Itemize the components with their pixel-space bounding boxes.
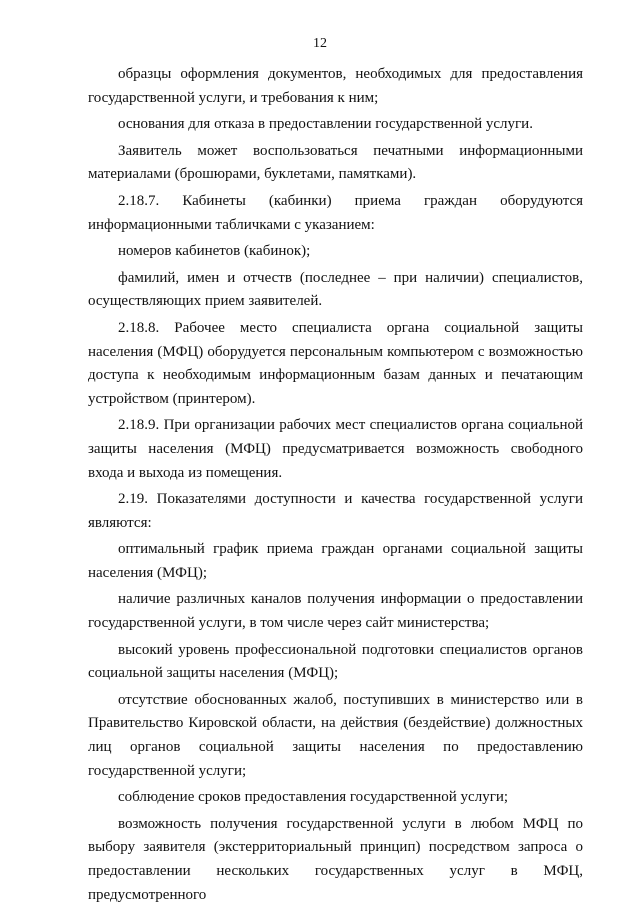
paragraph-refusal-grounds: основания для отказа в предоставлении государственной услуги. — [118, 116, 533, 133]
paragraph-no-complaints: отсутствие обоснованных жалоб, поступивших в министерство или в Правительство Кировской области, на действия (бездействие) должностных лиц органов социальной защиты населения по предоставлению государственной услуги; — [88, 691, 583, 779]
paragraph-deadlines: соблюдение сроков предоставления государственной услуги; — [118, 789, 509, 806]
paragraph-staff-training: высокий уровень профессиональной подготовки специалистов органов социальной защиты населения (МФЦ); — [88, 641, 583, 682]
paragraph-2-18-9: 2.18.9. При организации рабочих мест специалистов органа социальной защиты населения (МФЦ) предусматривается возможность свободного входа и выхода из помещения. — [88, 417, 583, 481]
paragraph-specialist-names: фамилий, имен и отчеств (последнее – при наличии) специалистов, осуществляющих прием заявителей. — [88, 269, 583, 310]
page-number: 12 — [313, 36, 327, 51]
paragraph-2-18-7: 2.18.7. Кабинеты (кабинки) приема граждан оборудуются информационными табличками с указанием: — [88, 192, 583, 233]
paragraph-sample-documents: образцы оформления документов, необходимых для предоставления государственной услуги, и требования к ним; — [88, 66, 583, 106]
paragraph-info-channels: наличие различных каналов получения информации о предоставлении государственной услуги, в том числе через сайт министерства; — [88, 591, 583, 632]
paragraph-printed-materials: Заявитель может воспользоваться печатными информационными материалами (брошюрами, буклетами, памятками). — [88, 142, 583, 183]
paragraph-any-mfc: возможность получения государственной услуги в любом МФЦ по выбору заявителя (экстерриториальный принцип) посредством запроса о предоставлении нескольких государственных услуг в МФЦ, предусмотренного — [88, 815, 583, 903]
paragraph-room-numbers: номеров кабинетов (кабинок); — [118, 243, 311, 260]
paragraph-optimal-schedule: оптимальный график приема граждан органами социальной защиты населения (МФЦ); — [88, 541, 583, 581]
paragraph-2-19: 2.19. Показателями доступности и качества государственной услуги являются: — [88, 491, 583, 531]
document-body — [88, 63, 583, 910]
paragraph-2-18-8: 2.18.8. Рабочее место специалиста органа социальной защиты населения (МФЦ) оборудуется персональным компьютером с возможностью доступа к необходимым информационным базам данных и печатающим устройством (принтером). — [88, 319, 583, 407]
